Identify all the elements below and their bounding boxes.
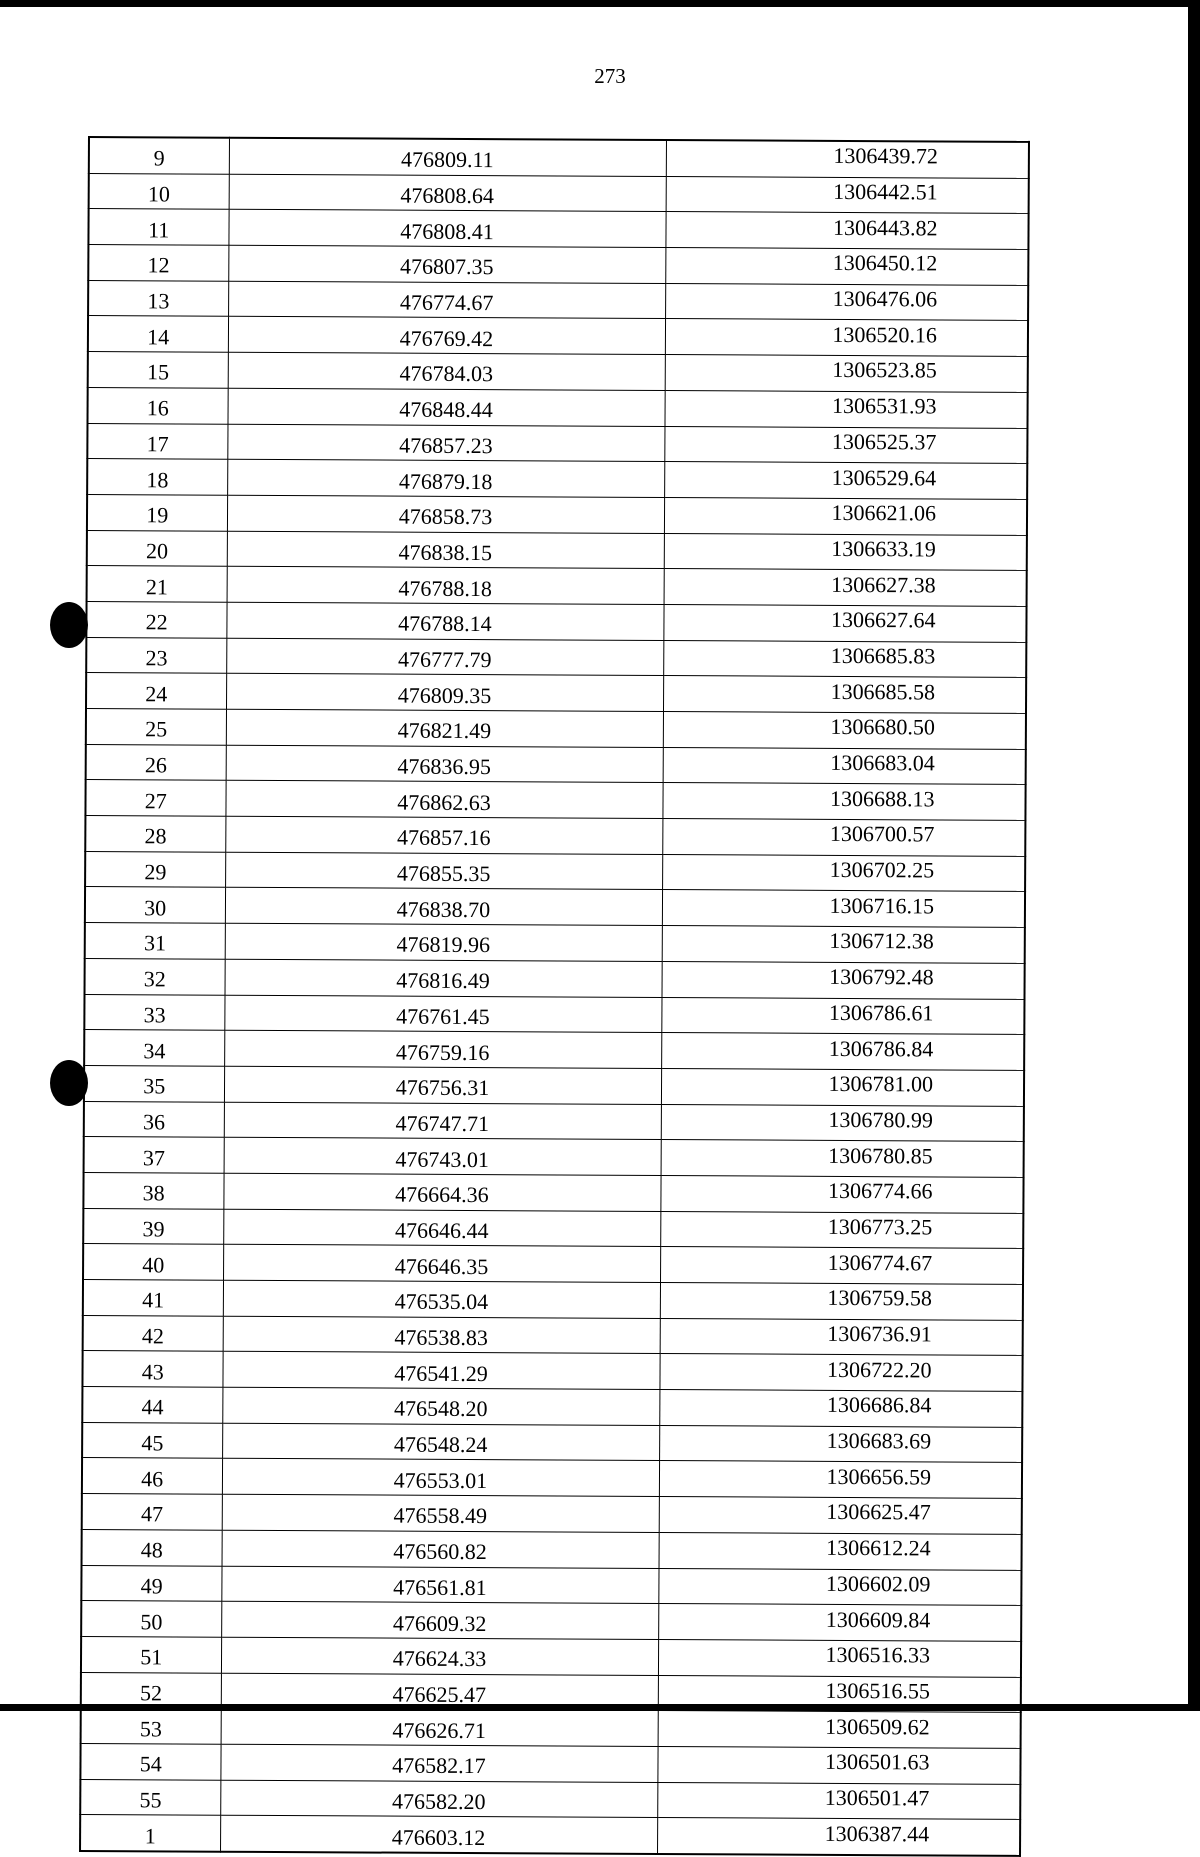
table-row xyxy=(83,1208,1023,1249)
point-index-cell: 26 xyxy=(86,744,226,780)
easting-cell: 476769.42 xyxy=(228,317,665,355)
northing-cell: 1306520.16 xyxy=(665,319,1028,357)
easting-cell: 476808.64 xyxy=(229,174,666,212)
easting-cell: 476784.03 xyxy=(228,352,665,390)
northing-cell: 1306602.09 xyxy=(658,1568,1021,1606)
point-index-cell: 49 xyxy=(81,1565,221,1601)
easting-cell: 476548.20 xyxy=(222,1387,659,1425)
point-index-cell: 47 xyxy=(82,1494,222,1530)
northing-cell: 1306722.20 xyxy=(659,1354,1022,1392)
northing-cell: 1306786.61 xyxy=(661,997,1024,1035)
northing-cell: 1306633.19 xyxy=(664,533,1027,571)
northing-cell: 1306792.48 xyxy=(661,961,1024,999)
point-index-cell: 11 xyxy=(88,209,228,245)
point-index-cell: 42 xyxy=(83,1315,223,1351)
table-row xyxy=(87,423,1027,464)
scan-border-top xyxy=(0,0,1200,7)
easting-cell: 476535.04 xyxy=(223,1280,660,1318)
northing-cell: 1306612.24 xyxy=(659,1532,1022,1570)
easting-cell: 476838.15 xyxy=(227,531,664,569)
northing-cell: 1306702.25 xyxy=(662,854,1025,892)
punch-hole-upper xyxy=(50,602,88,648)
point-index-cell: 25 xyxy=(86,708,226,744)
northing-cell: 1306450.12 xyxy=(665,248,1028,286)
point-index-cell: 38 xyxy=(83,1172,223,1208)
easting-cell: 476809.11 xyxy=(229,138,666,176)
table-row xyxy=(80,1779,1020,1820)
point-index-cell: 31 xyxy=(85,923,225,959)
northing-cell: 1306501.63 xyxy=(657,1746,1020,1784)
northing-cell: 1306683.69 xyxy=(659,1425,1022,1463)
point-index-cell: 28 xyxy=(85,816,225,852)
northing-cell: 1306523.85 xyxy=(665,355,1028,393)
northing-cell: 1306529.64 xyxy=(664,462,1027,500)
table-row xyxy=(87,387,1027,428)
easting-cell: 476747.71 xyxy=(224,1102,661,1140)
northing-cell: 1306516.55 xyxy=(658,1675,1021,1713)
easting-cell: 476743.01 xyxy=(224,1137,661,1175)
table-row xyxy=(80,1815,1020,1856)
point-index-cell: 9 xyxy=(89,137,229,174)
point-index-cell: 30 xyxy=(85,887,225,923)
table-row xyxy=(84,1101,1024,1142)
point-index-cell: 35 xyxy=(84,1065,224,1101)
northing-cell: 1306476.06 xyxy=(665,283,1028,321)
table-row xyxy=(88,209,1028,250)
table-row xyxy=(86,637,1026,678)
northing-cell: 1306686.84 xyxy=(659,1390,1022,1428)
point-index-cell: 43 xyxy=(82,1351,222,1387)
northing-cell: 1306774.67 xyxy=(660,1247,1023,1285)
easting-cell: 476857.23 xyxy=(227,424,664,462)
table-row xyxy=(82,1494,1022,1535)
point-index-cell: 17 xyxy=(87,423,227,459)
point-index-cell: 16 xyxy=(87,387,227,423)
point-index-cell: 19 xyxy=(87,494,227,530)
northing-cell: 1306759.58 xyxy=(660,1283,1023,1321)
point-index-cell: 20 xyxy=(87,530,227,566)
easting-cell: 476838.70 xyxy=(225,888,662,926)
table-row xyxy=(82,1458,1022,1499)
table-row xyxy=(82,1387,1022,1428)
table-row xyxy=(88,316,1028,357)
point-index-cell: 55 xyxy=(80,1779,220,1815)
point-index-cell: 51 xyxy=(81,1636,221,1672)
table-row xyxy=(83,1315,1023,1356)
northing-cell: 1306621.06 xyxy=(664,497,1027,535)
easting-cell: 476609.32 xyxy=(221,1601,658,1639)
easting-cell: 476819.96 xyxy=(225,923,662,961)
point-index-cell: 40 xyxy=(83,1244,223,1280)
northing-cell: 1306685.83 xyxy=(663,640,1026,678)
table-row xyxy=(85,851,1025,892)
easting-cell: 476808.41 xyxy=(228,210,665,248)
northing-cell: 1306780.99 xyxy=(661,1104,1024,1142)
northing-cell: 1306683.04 xyxy=(663,747,1026,785)
point-index-cell: 37 xyxy=(84,1137,224,1173)
easting-cell: 476809.35 xyxy=(226,674,663,712)
northing-cell: 1306509.62 xyxy=(658,1711,1021,1749)
point-index-cell: 45 xyxy=(82,1422,222,1458)
easting-cell: 476541.29 xyxy=(222,1352,659,1390)
table-row xyxy=(81,1708,1021,1749)
point-index-cell: 39 xyxy=(83,1208,223,1244)
northing-cell: 1306387.44 xyxy=(657,1818,1020,1856)
coordinate-table-body xyxy=(80,137,1029,1856)
easting-cell: 476879.18 xyxy=(227,459,664,497)
point-index-cell: 44 xyxy=(82,1387,222,1423)
point-index-cell: 12 xyxy=(88,245,228,281)
point-index-cell: 48 xyxy=(82,1529,222,1565)
northing-cell: 1306786.84 xyxy=(661,1033,1024,1071)
easting-cell: 476821.49 xyxy=(226,709,663,747)
northing-cell: 1306688.13 xyxy=(662,783,1025,821)
northing-cell: 1306736.91 xyxy=(660,1318,1023,1356)
easting-cell: 476553.01 xyxy=(222,1459,659,1497)
northing-cell: 1306625.47 xyxy=(659,1497,1022,1535)
point-index-cell: 21 xyxy=(87,566,227,602)
table-row xyxy=(85,887,1025,928)
northing-cell: 1306443.82 xyxy=(665,212,1028,250)
easting-cell: 476816.49 xyxy=(225,959,662,997)
northing-cell: 1306516.33 xyxy=(658,1639,1021,1677)
table-row xyxy=(85,958,1025,999)
table-row xyxy=(89,137,1029,178)
coordinate-table xyxy=(79,136,1030,1857)
northing-cell: 1306656.59 xyxy=(659,1461,1022,1499)
easting-cell: 476560.82 xyxy=(222,1530,659,1568)
easting-cell: 476582.20 xyxy=(220,1780,657,1818)
northing-cell: 1306781.00 xyxy=(661,1068,1024,1106)
easting-cell: 476624.33 xyxy=(221,1637,658,1675)
point-index-cell: 27 xyxy=(85,780,225,816)
scan-border-right xyxy=(1188,0,1200,1711)
point-index-cell: 1 xyxy=(80,1815,220,1852)
point-index-cell: 32 xyxy=(85,958,225,994)
table-row xyxy=(83,1172,1023,1213)
table-row xyxy=(84,1030,1024,1071)
northing-cell: 1306700.57 xyxy=(662,819,1025,857)
easting-cell: 476855.35 xyxy=(225,852,662,890)
table-row xyxy=(86,744,1026,785)
northing-cell: 1306627.64 xyxy=(663,604,1026,642)
coordinate-table-container xyxy=(79,136,1028,1857)
table-row xyxy=(82,1422,1022,1463)
table-row xyxy=(81,1636,1021,1677)
northing-cell: 1306609.84 xyxy=(658,1604,1021,1642)
northing-cell: 1306680.50 xyxy=(663,712,1026,750)
northing-cell: 1306442.51 xyxy=(666,176,1029,214)
easting-cell: 476788.14 xyxy=(226,602,663,640)
easting-cell: 476857.16 xyxy=(225,816,662,854)
easting-cell: 476626.71 xyxy=(221,1708,658,1746)
table-row xyxy=(83,1279,1023,1320)
point-index-cell: 52 xyxy=(81,1672,221,1708)
table-row xyxy=(88,352,1028,393)
table-row xyxy=(86,673,1026,714)
northing-cell: 1306439.72 xyxy=(666,140,1029,178)
point-index-cell: 24 xyxy=(86,673,226,709)
easting-cell: 476625.47 xyxy=(221,1673,658,1711)
table-row xyxy=(80,1743,1020,1784)
point-index-cell: 53 xyxy=(81,1708,221,1744)
table-row xyxy=(84,1137,1024,1178)
point-index-cell: 41 xyxy=(83,1279,223,1315)
northing-cell: 1306774.66 xyxy=(660,1175,1023,1213)
easting-cell: 476761.45 xyxy=(224,995,661,1033)
table-row xyxy=(87,459,1027,500)
point-index-cell: 36 xyxy=(84,1101,224,1137)
easting-cell: 476582.17 xyxy=(220,1744,657,1782)
table-row xyxy=(81,1601,1021,1642)
easting-cell: 476558.49 xyxy=(222,1494,659,1532)
easting-cell: 476836.95 xyxy=(226,745,663,783)
northing-cell: 1306627.38 xyxy=(664,569,1027,607)
table-row xyxy=(88,280,1028,321)
easting-cell: 476603.12 xyxy=(220,1816,657,1854)
table-row xyxy=(83,1244,1023,1285)
table-row xyxy=(82,1529,1022,1570)
northing-cell: 1306773.25 xyxy=(660,1211,1023,1249)
point-index-cell: 33 xyxy=(84,994,224,1030)
table-row xyxy=(88,245,1028,286)
table-row xyxy=(86,708,1026,749)
point-index-cell: 34 xyxy=(84,1030,224,1066)
point-index-cell: 10 xyxy=(89,173,229,209)
easting-cell: 476548.24 xyxy=(222,1423,659,1461)
table-row xyxy=(85,816,1025,857)
northing-cell: 1306531.93 xyxy=(664,390,1027,428)
table-row xyxy=(85,923,1025,964)
easting-cell: 476807.35 xyxy=(228,245,665,283)
table-row xyxy=(82,1351,1022,1392)
easting-cell: 476646.35 xyxy=(223,1245,660,1283)
point-index-cell: 22 xyxy=(86,601,226,637)
easting-cell: 476774.67 xyxy=(228,281,665,319)
point-index-cell: 50 xyxy=(81,1601,221,1637)
table-row xyxy=(81,1672,1021,1713)
table-row xyxy=(87,530,1027,571)
point-index-cell: 54 xyxy=(80,1743,220,1779)
easting-cell: 476561.81 xyxy=(221,1566,658,1604)
northing-cell: 1306716.15 xyxy=(662,890,1025,928)
point-index-cell: 46 xyxy=(82,1458,222,1494)
northing-cell: 1306712.38 xyxy=(662,926,1025,964)
point-index-cell: 13 xyxy=(88,280,228,316)
table-row xyxy=(85,780,1025,821)
easting-cell: 476759.16 xyxy=(224,1030,661,1068)
easting-cell: 476664.36 xyxy=(223,1173,660,1211)
easting-cell: 476848.44 xyxy=(227,388,664,426)
easting-cell: 476858.73 xyxy=(227,495,664,533)
northing-cell: 1306685.58 xyxy=(663,676,1026,714)
easting-cell: 476862.63 xyxy=(225,781,662,819)
table-row xyxy=(87,494,1027,535)
table-row xyxy=(87,566,1027,607)
easting-cell: 476756.31 xyxy=(224,1066,661,1104)
table-row xyxy=(84,1065,1024,1106)
easting-cell: 476646.44 xyxy=(223,1209,660,1247)
table-row xyxy=(81,1565,1021,1606)
easting-cell: 476777.79 xyxy=(226,638,663,676)
northing-cell: 1306525.37 xyxy=(664,426,1027,464)
easting-cell: 476788.18 xyxy=(227,566,664,604)
northing-cell: 1306780.85 xyxy=(661,1140,1024,1178)
easting-cell: 476538.83 xyxy=(223,1316,660,1354)
point-index-cell: 15 xyxy=(88,352,228,388)
table-row xyxy=(84,994,1024,1035)
point-index-cell: 18 xyxy=(87,459,227,495)
northing-cell: 1306501.47 xyxy=(657,1782,1020,1820)
page-number: 273 xyxy=(594,64,626,88)
table-row xyxy=(89,173,1029,214)
point-index-cell: 14 xyxy=(88,316,228,352)
point-index-cell: 23 xyxy=(86,637,226,673)
table-row xyxy=(86,601,1026,642)
point-index-cell: 29 xyxy=(85,851,225,887)
